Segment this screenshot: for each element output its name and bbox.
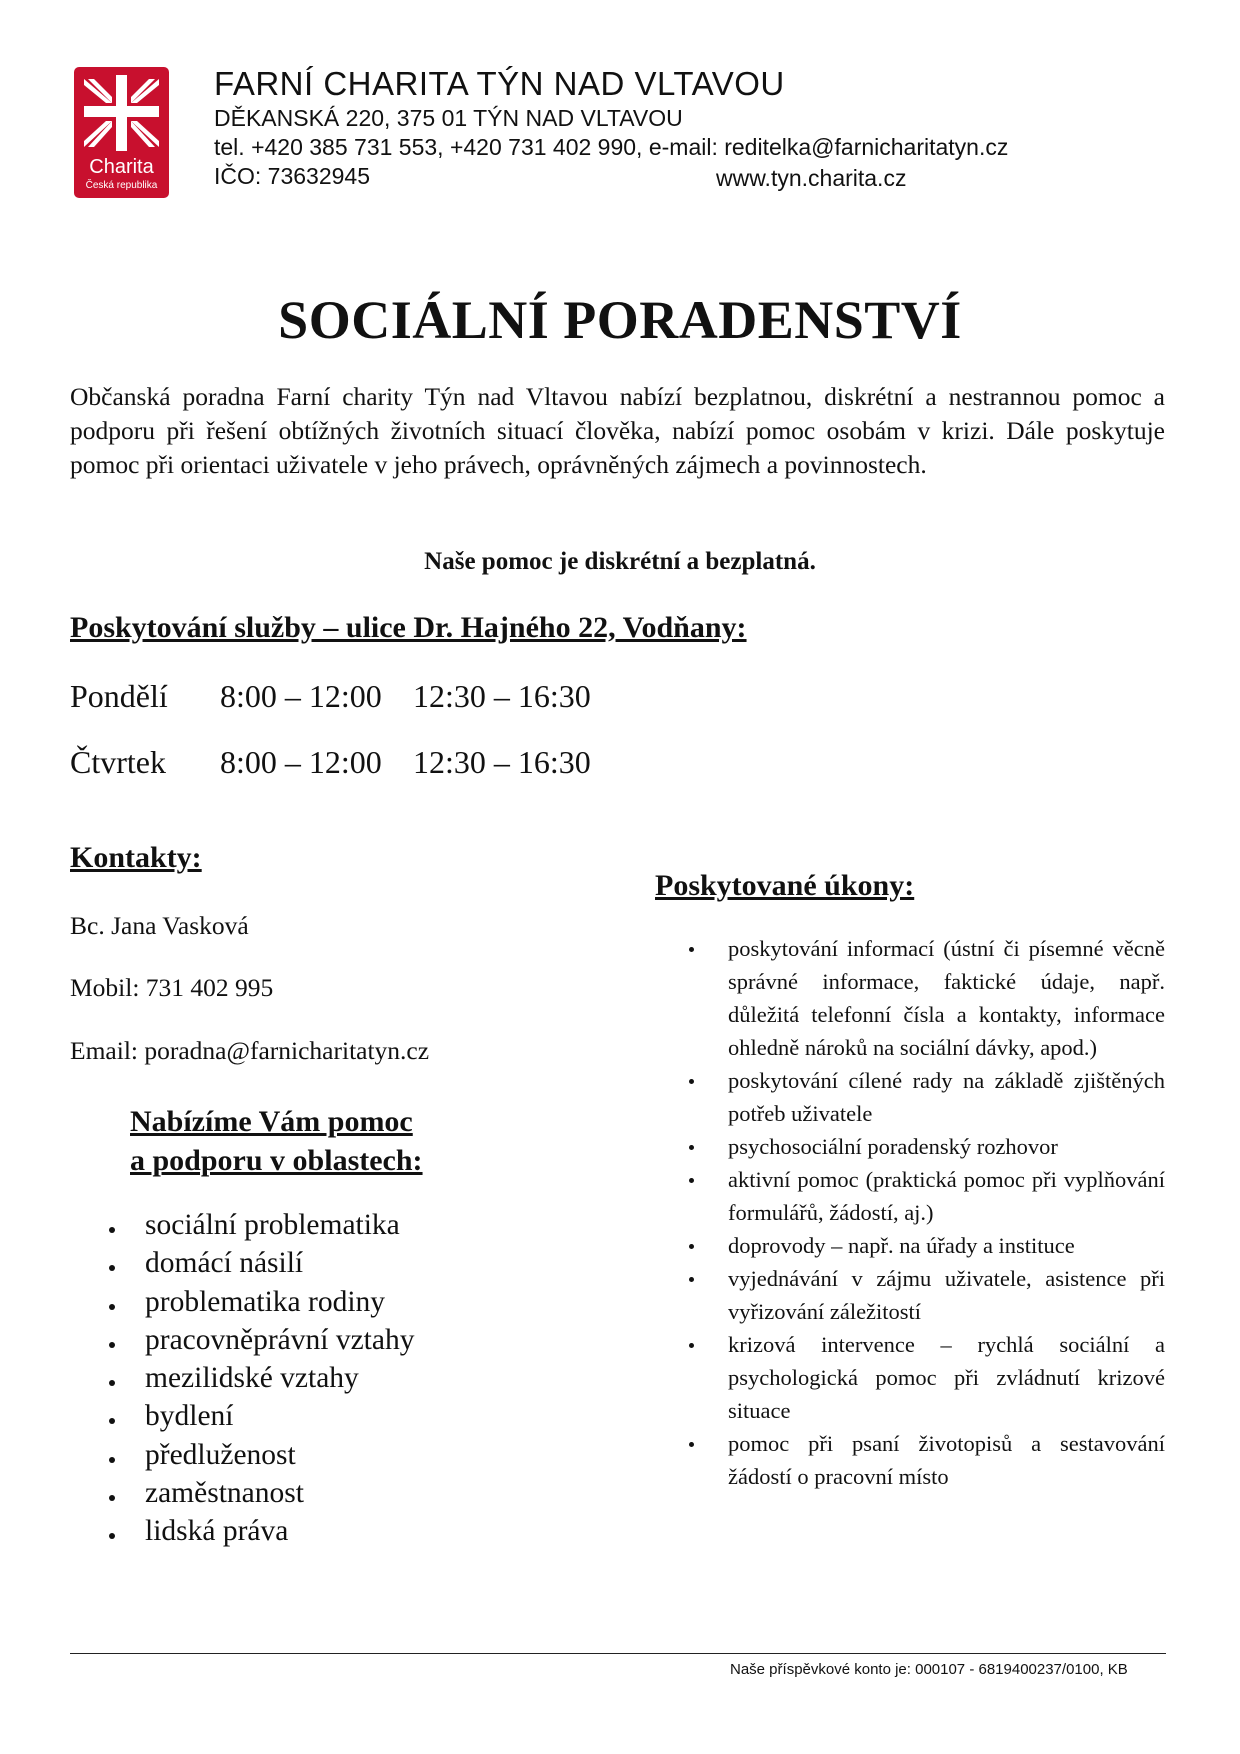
list-item: psychosociální poradenský rozhovor	[690, 1130, 1165, 1163]
intro-paragraph: Občanská poradna Farní charity Týn nad Vltavou nabízí bezplatnou, diskrétní a nestrannou pomoc a podporu při řešení obtížných životních situací člověka, nabízí pomoc osobám v krizi. Dále poskytuje pomoc při orientaci uživatele v jeho právech, oprávněných zájmech a povinnostech.	[70, 382, 1165, 479]
contact-email[interactable]: Email: poradna@farnicharitatyn.cz	[70, 1036, 430, 1065]
list-item: domácí násilí	[100, 1244, 414, 1282]
list-item: poskytování cílené rady na základě zjištěných potřeb uživatele	[690, 1064, 1165, 1130]
page-title: SOCIÁLNÍ PORADENSTVÍ	[278, 290, 962, 350]
logo-name: Charita	[89, 156, 154, 178]
contact-mobile: Mobil: 731 402 995	[70, 973, 274, 1002]
hours-day: Čtvrtek	[70, 744, 166, 780]
service-heading: Poskytování služby – ulice Dr. Hajného 22, Vodňany:	[70, 611, 747, 644]
offer-list	[100, 1206, 414, 1551]
list-item: problematika rodiny	[100, 1283, 414, 1321]
organization-name: FARNÍ CHARITA TÝN NAD VLTAVOU	[214, 65, 785, 102]
list-item: pomoc při psaní životopisů a sestavování žádostí o pracovní místo	[690, 1427, 1165, 1493]
organization-ico: IČO: 73632945	[214, 163, 371, 189]
list-item: lidská práva	[100, 1512, 414, 1550]
footer-divider	[70, 1653, 1166, 1654]
logo-subtitle: Česká republika	[85, 180, 158, 191]
motto: Naše pomoc je diskrétní a bezplatná.	[424, 548, 816, 575]
acts-list	[690, 932, 1165, 1493]
offer-heading	[130, 1102, 423, 1180]
list-item: krizová intervence – rychlá sociální a psychologická pomoc při zvládnutí krizové situace	[690, 1328, 1165, 1427]
list-item: pracovněprávní vztahy	[100, 1321, 414, 1359]
hours-morning: 8:00 – 12:00	[220, 678, 382, 714]
list-item: mezilidské vztahy	[100, 1359, 414, 1397]
hours-afternoon: 12:30 – 16:30	[413, 678, 591, 714]
organization-address: DĚKANSKÁ 220, 375 01 TÝN NAD VLTAVOU	[214, 105, 683, 131]
hours-row	[70, 742, 591, 782]
footer-account: Naše příspěvkové konto je: 000107 - 6819400237/0100, KB	[730, 1661, 1128, 1678]
list-item: sociální problematika	[100, 1206, 414, 1244]
list-item: aktivní pomoc (praktická pomoc při vyplňování formulářů, žádostí, aj.)	[690, 1163, 1165, 1229]
hours-day: Pondělí	[70, 678, 168, 714]
list-item: předluženost	[100, 1436, 414, 1474]
list-item: bydlení	[100, 1397, 414, 1435]
list-item: zaměstnanost	[100, 1474, 414, 1512]
list-item: vyjednávání v zájmu uživatele, asistence při vyřizování záležitostí	[690, 1262, 1165, 1328]
organization-contact-line: tel. +420 385 731 553, +420 731 402 990, e-mail: reditelka@farnicharitatyn.cz	[214, 134, 1009, 160]
organization-website[interactable]: www.tyn.charita.cz	[716, 165, 907, 191]
hours-afternoon: 12:30 – 16:30	[413, 744, 591, 780]
offer-heading-line: a podporu v oblastech:	[130, 1144, 423, 1177]
acts-heading: Poskytované úkony:	[655, 869, 915, 902]
contact-name: Bc. Jana Vasková	[70, 911, 249, 940]
charita-logo	[74, 67, 169, 198]
contacts-heading: Kontakty:	[70, 841, 202, 874]
hours-morning: 8:00 – 12:00	[220, 744, 382, 780]
list-item: doprovody – např. na úřady a instituce	[690, 1229, 1165, 1262]
offer-heading-line: Nabízíme Vám pomoc	[130, 1105, 413, 1138]
charita-cross-icon	[74, 67, 169, 155]
hours-row	[70, 676, 591, 716]
list-item: poskytování informací (ústní či písemné věcně správné informace, faktické údaje, např. důležitá telefonní čísla a kontakty, informace ohledně nároků na sociální dávky, apod.)	[690, 932, 1165, 1064]
